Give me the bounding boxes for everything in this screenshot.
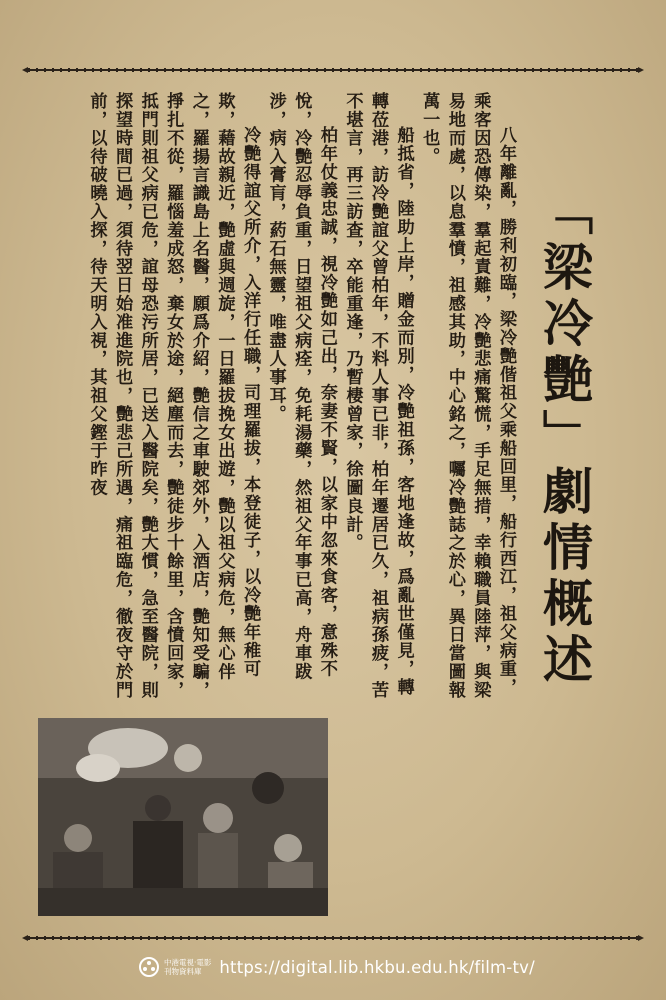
- article-title: 「梁冷艷」劇情概述: [535, 185, 593, 689]
- archive-url-link[interactable]: https://digital.lib.hkbu.edu.hk/film-tv/: [219, 957, 535, 977]
- paragraph-1: 八年離亂，勝利初臨，梁冷艷偕祖父乘船回里，船行西江，祖父病重，乘客因恐傳染，羣起責難，冷艷悲痛驚慌，手足無措，幸賴職員陸萍，與梁易地而處，以息羣憤，祖感其助，中心銘之，囑冷艷誌之於心，異日當圖報萬一也。: [419, 92, 516, 700]
- watermark-footer: [138, 952, 538, 982]
- paragraph-4: 冷艷得誼父所介，入洋行任職，司理羅拔，本登徒子，以冷艷年稚可欺，藉故親近，艷虛與週旋，一日羅拔挽女出遊，艷以祖父病危，無心伴之，羅揚言識島上名醫，願爲介紹，艷信之車駛郊外，入酒店，艷知受騙，掙扎不從，羅惱羞成怒，棄女於途，絕塵而去，艷徒步十餘里，含憤回家，抵門則祖父病已危，誼母恐污所居，已送入醫院矣，艷大慣，急至醫院，則探望時間已過，須待翌日始准進院也，艷悲己所遇，痛祖臨危，徹夜守於門前，以待破曉入探，待天明入視，其祖父鏗于昨夜: [86, 92, 261, 700]
- bottom-decorative-rule: [22, 934, 644, 942]
- paragraph-3: 柏年仗義忠誠，視冷艷如己出，奈妻不賢，以家中忽來食客，意殊不悅，冷艷忍辱負重，日望祖父病痊，免耗湯藥，然祖父年事已高，舟車跋涉，病入膏肓，葯石無靈，唯盡人事耳。: [265, 92, 337, 681]
- film-still-photo: [38, 718, 328, 916]
- article-body: [24, 92, 518, 712]
- top-decorative-rule: [22, 66, 644, 74]
- paragraph-2: 船抵省，陸助上岸，贈金而別，冷艷祖孫，客地逢故，爲亂世僅見，轉轉莅港，訪冷艷誼父曾柏年，不料人事已非，柏年遷居已久，祖病孫疲，苦不堪言，再三訪查，卒能重逢，乃暫棲曾家，徐圖良計。: [342, 92, 414, 700]
- archive-name-line-1: 中港電視·電影: [164, 958, 212, 967]
- film-reel-logo-icon: [138, 956, 160, 978]
- archive-name: [164, 958, 211, 976]
- archive-name-line-2: 刊物資料庫: [164, 967, 202, 976]
